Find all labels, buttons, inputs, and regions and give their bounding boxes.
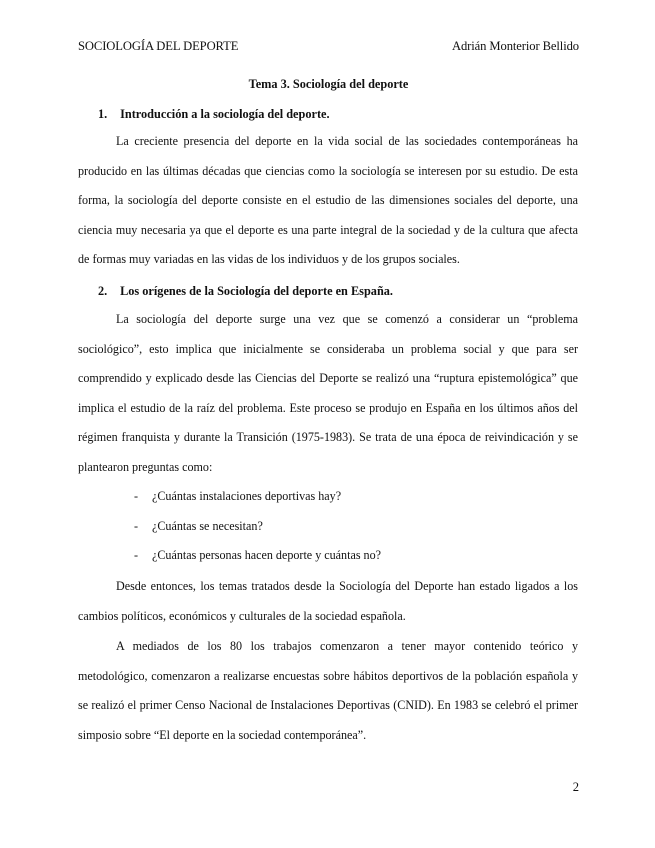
list-item-text: ¿Cuántas personas hacen deporte y cuántas no? (152, 548, 382, 563)
section-1-heading (98, 107, 330, 122)
section-1-paragraph-text: La creciente presencia del deporte en la vida social de las sociedades contemporáneas ha producido en las últimas décadas que ciencias como la sociología se interesen por su estudio. De esta forma, la sociología del deporte consiste en el estudio de las dimensiones sociales del deporte, una ciencia muy necesaria ya que el deporte es una parte integral de la sociedad y de la cultura que afecta de formas muy variadas en las vidas de los individuos y de los grupos sociales. (78, 134, 578, 267)
section-2-paragraph-1-text: La sociología del deporte surge una vez que se comenzó a considerar un “problema sociológico”, esto implica que inicialmente se consideraba un problema social y que para ser comprendido y explicado desde las Ciencias del Deporte se realizó una “ruptura epistemológica” que implica el estudio de la raíz del problema. Este proceso se produjo en España en los últimos años del régimen franquista y durante la Transición (1975-1983). Se trata de una época de reivindicación y se plantearon preguntas como: (78, 312, 578, 474)
questions-list (78, 482, 578, 571)
list-item-text: ¿Cuántas se necesitan? (152, 518, 263, 533)
list-item-text: ¿Cuántas instalaciones deportivas hay? (152, 489, 342, 503)
list-item (78, 541, 578, 571)
document-title: Tema 3. Sociología del deporte (248, 77, 409, 91)
section-2-number: 2. (98, 284, 108, 298)
list-item (78, 482, 578, 512)
list-item (78, 512, 578, 542)
section-1-paragraph (78, 127, 578, 275)
list-bullet: - (134, 489, 139, 503)
list-bullet: - (134, 548, 139, 563)
section-2-paragraph-2 (78, 572, 578, 631)
section-2-heading (98, 284, 393, 299)
section-2-paragraph-3 (78, 632, 578, 750)
section-1-title: Introducción a la sociología del deporte. (120, 107, 330, 121)
header-author: Adrián Monterior Bellido (451, 39, 579, 53)
page-number: 2 (572, 780, 579, 794)
section-1-number: 1. (98, 107, 108, 121)
section-2-title: Los orígenes de la Sociología del deporte en España. (120, 284, 394, 298)
section-2-paragraph-1 (78, 305, 578, 483)
header-course-title: SOCIOLOGÍA DEL DEPORTE (78, 39, 239, 53)
section-2-paragraph-2-text: Desde entonces, los temas tratados desde la Sociología del Deporte han estado ligados a los cambios políticos, económicos y culturales de la sociedad española. (78, 579, 578, 623)
list-bullet: - (134, 518, 139, 533)
page-header (78, 39, 579, 57)
section-2-paragraph-3-text: A mediados de los 80 los trabajos comenzaron a tener mayor contenido teórico y metodológico, comenzaron a realizarse encuestas sobre hábitos deportivos de la población española y se realizó el primer Censo Nacional de Instalaciones Deportivas (CNID). En 1983 se celebró el primer simposio sobre “El deporte en la sociedad contemporánea”. (78, 639, 578, 742)
